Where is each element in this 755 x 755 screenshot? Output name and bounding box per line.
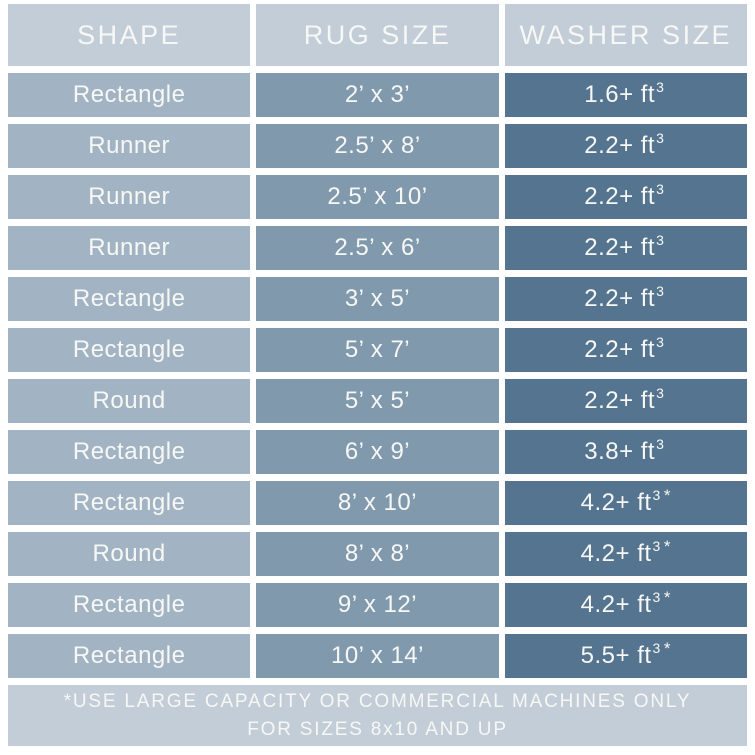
table-cell-rug-size: 5’ x 5’ <box>256 379 498 423</box>
table-cell-shape: Rectangle <box>8 277 250 321</box>
table-cell-washer-size <box>505 73 747 117</box>
washer-cubic-exponent: 3 <box>656 232 665 248</box>
table-cell-rug-size: 6’ x 9’ <box>256 430 498 474</box>
table-cell-rug-size: 8’ x 10’ <box>256 481 498 525</box>
table-cell-washer-size <box>505 583 747 627</box>
washer-value: 5.5+ ft <box>580 642 652 669</box>
washer-value: 4.2+ ft <box>580 489 652 516</box>
table-cell-washer-size <box>505 532 747 576</box>
footnote-bar <box>8 685 747 746</box>
washer-value: 4.2+ ft <box>580 540 652 567</box>
table-cell-rug-size: 2.5’ x 8’ <box>256 124 498 168</box>
table-cell-washer-size <box>505 226 747 270</box>
washer-cubic-exponent: 3 <box>652 538 661 554</box>
table-cell-rug-size: 2.5’ x 6’ <box>256 226 498 270</box>
washer-value: 2.2+ ft <box>584 132 656 159</box>
table-cell-shape: Rectangle <box>8 430 250 474</box>
washer-footnote-marker: * <box>663 537 671 556</box>
washer-value: 2.2+ ft <box>584 285 656 312</box>
table-cell-shape: Rectangle <box>8 583 250 627</box>
table-cell-rug-size: 3’ x 5’ <box>256 277 498 321</box>
table-cell-shape: Runner <box>8 175 250 219</box>
washer-value: 4.2+ ft <box>580 591 652 618</box>
table-cell-shape: Rectangle <box>8 73 250 117</box>
table-cell-washer-size <box>505 328 747 372</box>
size-table <box>8 4 747 678</box>
table-cell-washer-size <box>505 430 747 474</box>
footnote-line-2: FOR SIZES 8x10 AND UP <box>247 718 508 740</box>
washer-cubic-exponent: 3 <box>656 334 665 350</box>
washer-cubic-exponent: 3 <box>656 79 665 95</box>
washer-value: 2.2+ ft <box>584 387 656 414</box>
table-cell-washer-size <box>505 175 747 219</box>
footnote-line-1: *USE LARGE CAPACITY OR COMMERCIAL MACHINES ONLY <box>63 690 692 712</box>
table-cell-rug-size: 10’ x 14’ <box>256 634 498 678</box>
washer-cubic-exponent: 3 <box>652 640 661 656</box>
table-cell-rug-size: 2.5’ x 10’ <box>256 175 498 219</box>
table-cell-washer-size <box>505 277 747 321</box>
washer-footnote-marker: * <box>663 639 671 658</box>
table-cell-rug-size: 2’ x 3’ <box>256 73 498 117</box>
table-cell-rug-size: 8’ x 8’ <box>256 532 498 576</box>
column-header-shape: SHAPE <box>8 4 250 66</box>
washer-cubic-exponent: 3 <box>656 385 665 401</box>
washer-value: 1.6+ ft <box>584 81 656 108</box>
washer-cubic-exponent: 3 <box>656 436 665 452</box>
washer-cubic-exponent: 3 <box>656 181 665 197</box>
washer-value: 2.2+ ft <box>584 183 656 210</box>
washer-cubic-exponent: 3 <box>652 589 661 605</box>
column-header-washer-size: WASHER SIZE <box>505 4 747 66</box>
washer-footnote-marker: * <box>663 588 671 607</box>
washer-cubic-exponent: 3 <box>652 487 661 503</box>
column-header-rug-size: RUG SIZE <box>256 4 498 66</box>
table-cell-washer-size <box>505 481 747 525</box>
table-cell-rug-size: 5’ x 7’ <box>256 328 498 372</box>
table-cell-washer-size <box>505 379 747 423</box>
table-cell-washer-size <box>505 634 747 678</box>
table-cell-shape: Rectangle <box>8 328 250 372</box>
table-cell-shape: Round <box>8 532 250 576</box>
washer-cubic-exponent: 3 <box>656 283 665 299</box>
table-cell-shape: Rectangle <box>8 481 250 525</box>
table-cell-washer-size <box>505 124 747 168</box>
washer-value: 2.2+ ft <box>584 336 656 363</box>
washer-footnote-marker: * <box>663 486 671 505</box>
table-cell-shape: Runner <box>8 226 250 270</box>
table-cell-shape: Runner <box>8 124 250 168</box>
table-cell-rug-size: 9’ x 12’ <box>256 583 498 627</box>
table-cell-shape: Rectangle <box>8 634 250 678</box>
washer-value: 2.2+ ft <box>584 234 656 261</box>
table-cell-shape: Round <box>8 379 250 423</box>
washer-value: 3.8+ ft <box>584 438 656 465</box>
washer-cubic-exponent: 3 <box>656 130 665 146</box>
